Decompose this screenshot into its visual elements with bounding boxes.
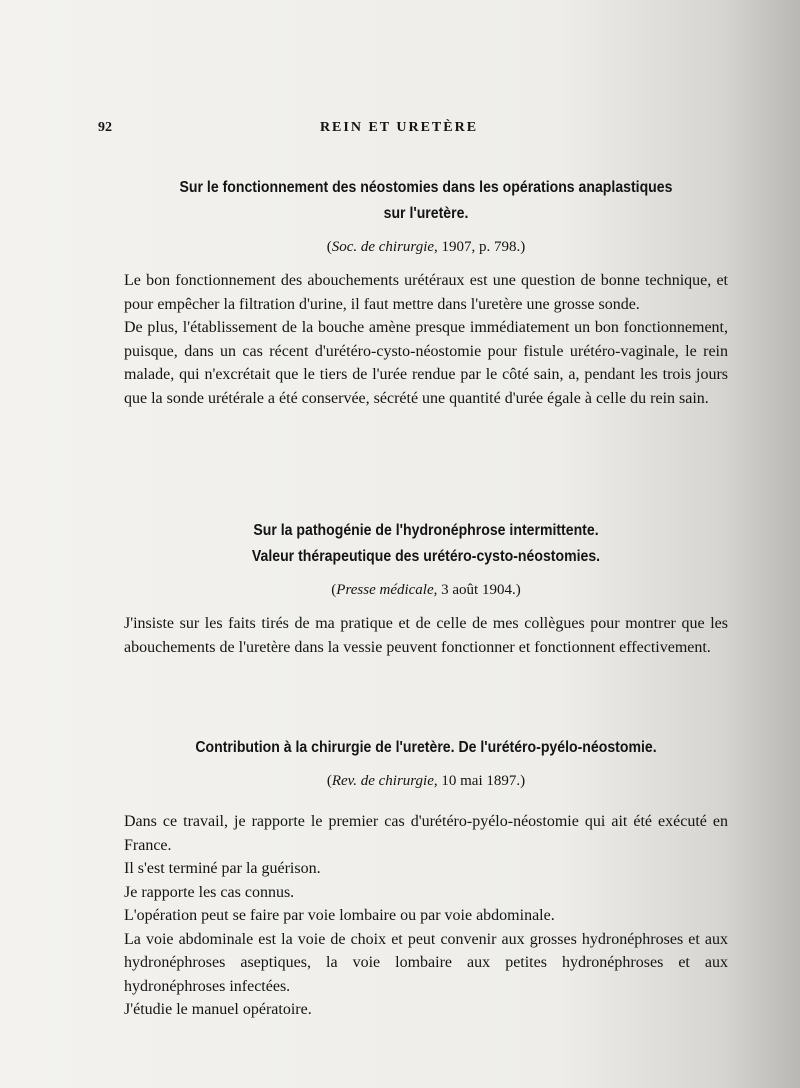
section-1 — [124, 175, 728, 410]
paragraph: Il s'est terminé par la guérison. — [124, 860, 321, 877]
paragraph: Dans ce travail, je rapporte le premier cas d'urétéro-pyélo-néostomie qui ait été exécuté en France. — [124, 813, 728, 854]
section-title: Contribution à la chirurgie de l'uretère. De l'urétéro-pyélo-néostomie. — [195, 739, 657, 756]
paragraph: J'étudie le manuel opératoire. — [124, 1001, 312, 1018]
page-number: 92 — [98, 120, 112, 135]
page-header — [98, 118, 700, 142]
running-head: REIN ET URETÈRE — [319, 120, 479, 135]
section-3 — [124, 735, 728, 1022]
citation: (Presse médicale, 3 août 1904.) — [331, 582, 521, 598]
section-title: Sur la pathogénie de l'hydronéphrose intermittente. Valeur thérapeutique des urétéro-cysto-néostomies. — [251, 522, 601, 565]
paragraph: De plus, l'établissement de la bouche amène presque immédiatement un bon fonctionnement, puisque, dans un cas récent d'urétéro-cysto-néostomie pour fistule urétéro-vaginale, le rein malade, qui n'excrétait que le tiers de l'urée rendue par le côté sain, a, pendant les trois jours que la sonde urétérale a été conservée, sécrété une quantité d'urée égale à celle du rein sain. — [124, 319, 728, 407]
paragraph: L'opération peut se faire par voie lombaire ou par voie abdominale. — [124, 907, 555, 924]
citation: (Soc. de chirurgie, 1907, p. 798.) — [326, 239, 526, 255]
paragraph: La voie abdominale est la voie de choix et peut convenir aux grosses hydronéphroses et aux hydronéphroses aseptiques, la voie lombaire aux petites hydronéphroses et aux hydronéphroses infectées. — [124, 930, 728, 995]
paragraph: Le bon fonctionnement des abouchements urétéraux est une question de bonne technique, et pour empêcher la filtration d'urine, il faut mettre dans l'uretère une grosse sonde. — [124, 272, 728, 313]
paragraph: J'insiste sur les faits tirés de ma pratique et de celle de mes collègues pour montrer que les abouchements de l'uretère dans la vessie peuvent fonctionner et fonctionnent effectivement. — [124, 615, 728, 656]
paragraph: Je rapporte les cas connus. — [124, 883, 295, 901]
section-title: Sur le fonctionnement des néostomies dans les opérations anaplastiques sur l'uretère. — [179, 179, 673, 222]
citation: (Rev. de chirurgie, 10 mai 1897.) — [326, 773, 526, 789]
section-2 — [124, 518, 728, 659]
